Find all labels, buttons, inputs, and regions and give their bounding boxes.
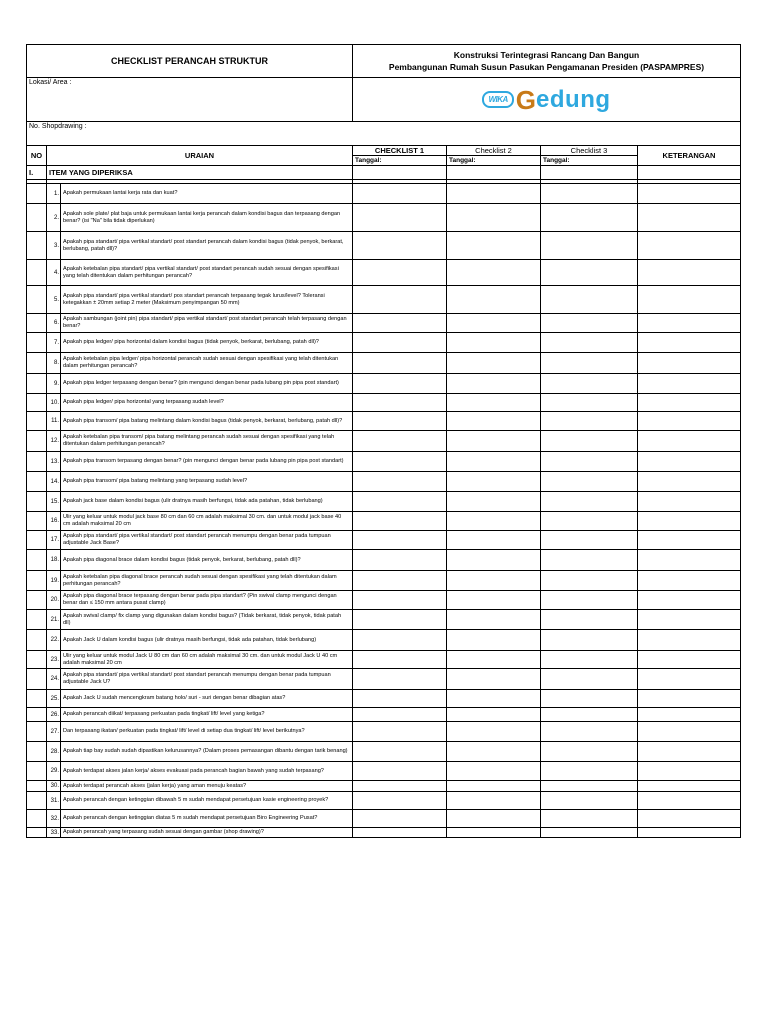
row-blank-cell <box>27 810 47 828</box>
item-question: Ulir yang keluar untuk modul Jack U 80 cm dan 60 cm adalah maksimal 30 cm. dan untuk modul Jack U 40 cm adalah maksimal 20 cm <box>61 651 353 669</box>
row-blank-cell <box>27 550 47 571</box>
item-number: 23. <box>47 651 61 669</box>
keterangan-cell[interactable] <box>638 492 741 512</box>
keterangan-cell[interactable] <box>638 333 741 353</box>
checklist3-cell[interactable] <box>541 472 638 492</box>
project-title <box>353 45 741 78</box>
shopdrawing-field[interactable]: No. Shopdrawing : <box>27 122 741 146</box>
checklist3-cell[interactable] <box>541 792 638 810</box>
item-number: 21. <box>47 610 61 630</box>
item-number: 14. <box>47 472 61 492</box>
checklist3-cell[interactable] <box>541 708 638 722</box>
checklist-row <box>27 571 741 591</box>
checklist1-cell[interactable] <box>353 232 447 260</box>
checklist3-cell[interactable] <box>541 374 638 394</box>
checklist3-cell[interactable] <box>541 353 638 374</box>
checklist1-cell[interactable] <box>353 722 447 742</box>
item-number: 8. <box>47 353 61 374</box>
item-question: Apakah perancah dengan ketinggian diatas 5 m sudah mendapat persetujuan Biro Engineering Pusat? <box>61 810 353 828</box>
row-blank-cell <box>27 690 47 708</box>
keterangan-cell[interactable] <box>638 630 741 651</box>
company-logo <box>353 78 741 122</box>
checklist-row <box>27 591 741 610</box>
row-blank-cell <box>27 333 47 353</box>
item-number: 1. <box>47 184 61 204</box>
checklist-row <box>27 412 741 431</box>
row-blank-cell <box>27 452 47 472</box>
checklist3-cell[interactable] <box>541 333 638 353</box>
checklist-row <box>27 333 741 353</box>
checklist1-cell[interactable] <box>353 630 447 651</box>
checklist3-cell[interactable] <box>541 492 638 512</box>
keterangan-cell[interactable] <box>638 610 741 630</box>
checklist3-cell[interactable] <box>541 630 638 651</box>
col-checklist2-header: Checklist 2 <box>447 146 541 156</box>
checklist3-cell[interactable] <box>541 204 638 232</box>
row-blank-cell <box>27 610 47 630</box>
item-number: 2. <box>47 204 61 232</box>
checklist1-cell[interactable] <box>353 452 447 472</box>
checklist3-cell[interactable] <box>541 286 638 314</box>
checklist1-cell[interactable] <box>353 531 447 550</box>
keterangan-cell[interactable] <box>638 828 741 838</box>
checklist2-cell[interactable] <box>447 184 541 204</box>
item-number: 24. <box>47 669 61 690</box>
keterangan-cell[interactable] <box>638 781 741 792</box>
row-blank-cell <box>27 492 47 512</box>
row-blank-cell <box>27 781 47 792</box>
checklist1-cell[interactable] <box>353 651 447 669</box>
item-question: Apakah ketebalan pipa diagonal brace perancah sudah sesuai dengan spesifikasi yang telah ditentukan dalam perhitungan perancah? <box>61 571 353 591</box>
checklist2-date[interactable]: Tanggal: <box>447 156 541 166</box>
checklist3-cell[interactable] <box>541 314 638 333</box>
item-number: 20. <box>47 591 61 610</box>
checklist2-cell[interactable] <box>447 492 541 512</box>
checklist2-cell[interactable] <box>447 550 541 571</box>
row-blank-cell <box>27 669 47 690</box>
keterangan-cell[interactable] <box>638 184 741 204</box>
checklist2-cell[interactable] <box>447 742 541 762</box>
checklist3-cell[interactable] <box>541 260 638 286</box>
checklist1-cell[interactable] <box>353 260 447 286</box>
item-question: Apakah pipa standart/ pipa vertikal standart/ pos standart perancah terpasang tegak lurus/level? Toleransi ketegakkan ± 20mm setiap 2 meter (Maksimum penyimpangan 50 mm) <box>61 286 353 314</box>
checklist2-cell[interactable] <box>447 781 541 792</box>
item-number: 10. <box>47 394 61 412</box>
gedung-wordmark: edung <box>536 85 611 113</box>
item-question: Apakah pipa standart/ pipa vertikal standart/ post standart perancah menumpu dengan benar pada tumpuan adjustable Jack U? <box>61 669 353 690</box>
checklist3-cell[interactable] <box>541 452 638 472</box>
keterangan-cell[interactable] <box>638 472 741 492</box>
section-title: ITEM YANG DIPERIKSA <box>47 166 353 180</box>
checklist3-cell[interactable] <box>541 431 638 452</box>
checklist-row <box>27 512 741 531</box>
checklist2-cell[interactable] <box>447 353 541 374</box>
row-blank-cell <box>27 512 47 531</box>
checklist-row <box>27 630 741 651</box>
checklist2-cell[interactable] <box>447 394 541 412</box>
item-question: Apakah pipa ledger/ pipa horizontal dalam kondisi bagus (tidak penyok, berkarat, berlubang, patah dll)? <box>61 333 353 353</box>
checklist-row <box>27 232 741 260</box>
checklist3-cell[interactable] <box>541 742 638 762</box>
col-keterangan-header: KETERANGAN <box>638 146 741 166</box>
checklist2-cell[interactable] <box>447 286 541 314</box>
keterangan-cell[interactable] <box>638 232 741 260</box>
checklist1-cell[interactable] <box>353 810 447 828</box>
checklist2-cell[interactable] <box>447 690 541 708</box>
keterangan-cell[interactable] <box>638 722 741 742</box>
keterangan-cell[interactable] <box>638 374 741 394</box>
item-question: Apakah perancah yang terpasang sudah sesuai dengan gambar (shop drawing)? <box>61 828 353 838</box>
keterangan-cell[interactable] <box>638 810 741 828</box>
item-number: 32. <box>47 810 61 828</box>
wika-badge: WIKA <box>482 91 513 108</box>
checklist3-cell[interactable] <box>541 591 638 610</box>
item-question: Apakah ketebalan pipa ledger/ pipa horizontal perancah sudah sesuai dengan spesifikasi yang telah ditentukan dalam perhitungan perancah? <box>61 353 353 374</box>
checklist2-cell[interactable] <box>447 452 541 472</box>
row-blank-cell <box>27 286 47 314</box>
item-number: 29. <box>47 762 61 781</box>
row-blank-cell <box>27 260 47 286</box>
item-number: 3. <box>47 232 61 260</box>
item-number: 13. <box>47 452 61 472</box>
checklist2-cell[interactable] <box>447 260 541 286</box>
keterangan-cell[interactable] <box>638 412 741 431</box>
item-question: Apakah permukaan lantai kerja rata dan kuat? <box>61 184 353 204</box>
checklist1-cell[interactable] <box>353 374 447 394</box>
checklist-row <box>27 610 741 630</box>
checklist1-cell[interactable] <box>353 591 447 610</box>
row-blank-cell <box>27 571 47 591</box>
row-blank-cell <box>27 591 47 610</box>
row-blank-cell <box>27 232 47 260</box>
keterangan-cell[interactable] <box>638 571 741 591</box>
section-number: I. <box>27 166 47 180</box>
checklist2-cell[interactable] <box>447 232 541 260</box>
row-blank-cell <box>27 472 47 492</box>
item-question: Apakah sole plate/ plat baja untuk permukaan lantai kerja perancah dalam kondisi bagus dan terpasang dengan benar? (isi "Na" bila tidak diperlukan) <box>61 204 353 232</box>
checklist3-cell[interactable] <box>541 781 638 792</box>
item-number: 4. <box>47 260 61 286</box>
row-blank-cell <box>27 431 47 452</box>
keterangan-cell[interactable] <box>638 708 741 722</box>
item-question: Apakah terdapat perancah akses (jalan kerja) yang aman menuju keatas? <box>61 781 353 792</box>
checklist-row <box>27 184 741 204</box>
keterangan-cell[interactable] <box>638 742 741 762</box>
checklist2-cell[interactable] <box>447 762 541 781</box>
item-question: Apakah perancah dengan ketinggian dibawah 5 m sudah mendapat persetujuan kasie engineering proyek? <box>61 792 353 810</box>
form-title: CHECKLIST PERANCAH STRUKTUR <box>27 45 353 78</box>
checklist3-cell[interactable] <box>541 531 638 550</box>
row-blank-cell <box>27 412 47 431</box>
checklist1-cell[interactable] <box>353 314 447 333</box>
item-number: 28. <box>47 742 61 762</box>
checklist2-cell[interactable] <box>447 571 541 591</box>
checklist1-cell[interactable] <box>353 492 447 512</box>
checklist1-cell[interactable] <box>353 431 447 452</box>
item-number: 12. <box>47 431 61 452</box>
item-number: 30. <box>47 781 61 792</box>
item-number: 7. <box>47 333 61 353</box>
checklist3-cell[interactable] <box>541 184 638 204</box>
checklist3-cell[interactable] <box>541 550 638 571</box>
checklist1-cell[interactable] <box>353 828 447 838</box>
checklist-row <box>27 431 741 452</box>
item-number: 22. <box>47 630 61 651</box>
item-question: Apakah pipa diagonal brace dalam kondisi bagus (tidak penyok, berkarat, berlubang, patah dll)? <box>61 550 353 571</box>
checklist1-cell[interactable] <box>353 204 447 232</box>
checklist2-cell[interactable] <box>447 828 541 838</box>
keterangan-cell[interactable] <box>638 452 741 472</box>
item-question: Dan terpasang ikatan/ perkuatan pada tingkat/ lift/ level di setiap dua tingkat/ lift/ level berikutnya? <box>61 722 353 742</box>
checklist-row <box>27 762 741 781</box>
checklist3-cell[interactable] <box>541 610 638 630</box>
row-blank-cell <box>27 651 47 669</box>
checklist-row <box>27 810 741 828</box>
keterangan-cell[interactable] <box>638 591 741 610</box>
keterangan-cell[interactable] <box>638 690 741 708</box>
item-number: 11. <box>47 412 61 431</box>
checklist-row <box>27 651 741 669</box>
checklist-row <box>27 374 741 394</box>
item-question: Apakah tiap bay sudah sudah dipastikan kelurusannya? (Dalam proses pemasangan dibantu dengan tarik benang) <box>61 742 353 762</box>
checklist3-cell[interactable] <box>541 512 638 531</box>
keterangan-cell[interactable] <box>638 394 741 412</box>
checklist-table <box>26 44 741 838</box>
checklist-row <box>27 452 741 472</box>
col-checklist3-header: Checklist 3 <box>541 146 638 156</box>
col-checklist1-header: CHECKLIST 1 <box>353 146 447 156</box>
item-number: 31. <box>47 792 61 810</box>
item-question: Apakah pipa transom/ pipa batang melintang dalam kondisi bagus (tidak penyok, berkarat, berlubang, patah dll)? <box>61 412 353 431</box>
row-blank-cell <box>27 314 47 333</box>
section-keterangan[interactable] <box>638 166 741 180</box>
checklist-row <box>27 792 741 810</box>
checklist1-cell[interactable] <box>353 762 447 781</box>
checklist1-cell[interactable] <box>353 669 447 690</box>
item-number: 19. <box>47 571 61 591</box>
checklist1-cell[interactable] <box>353 550 447 571</box>
item-question: Ulir yang keluar untuk modul jack base 80 cm dan 60 cm adalah maksimal 30 cm. dan untuk modul jack base 40 cm adalah maksimal 20 cm <box>61 512 353 531</box>
col-no-header: NO <box>27 146 47 166</box>
checklist1-date[interactable]: Tanggal: <box>353 156 447 166</box>
item-question: Apakah pipa standart/ pipa vertikal standart/ post standart perancah menumpu dengan benar pada tumpuan adjustable Jack Base? <box>61 531 353 550</box>
keterangan-cell[interactable] <box>638 431 741 452</box>
row-blank-cell <box>27 722 47 742</box>
checklist-row <box>27 828 741 838</box>
checklist-row <box>27 394 741 412</box>
item-question: Apakah pipa transom/ pipa batang melintang yang terpasang sudah level? <box>61 472 353 492</box>
checklist-row <box>27 781 741 792</box>
checklist2-cell[interactable] <box>447 204 541 232</box>
checklist1-cell[interactable] <box>353 792 447 810</box>
checklist2-cell[interactable] <box>447 810 541 828</box>
item-number: 9. <box>47 374 61 394</box>
item-number: 15. <box>47 492 61 512</box>
keterangan-cell[interactable] <box>638 792 741 810</box>
item-question: Apakah pipa ledger terpasang dengan benar? (pin mengunci dengan benar pada lubang pin pipa post standart) <box>61 374 353 394</box>
checklist-row <box>27 353 741 374</box>
checklist2-cell[interactable] <box>447 412 541 431</box>
row-blank-cell <box>27 184 47 204</box>
item-question: Apakah swival clamp/ fix clamp yang digunakan dalam kondisi bagus? (Tidak berkarat, tidak penyok, tidak patah dll) <box>61 610 353 630</box>
checklist-row <box>27 742 741 762</box>
location-field[interactable]: Lokasi/ Area : <box>27 78 353 122</box>
checklist-row <box>27 472 741 492</box>
checklist3-date[interactable]: Tanggal: <box>541 156 638 166</box>
row-blank-cell <box>27 708 47 722</box>
checklist-form <box>26 44 740 838</box>
item-number: 17. <box>47 531 61 550</box>
item-question: Apakah jack base dalam kondisi bagus (ulir dratnya masih berfungsi, tidak ada patahan, tidak berlubang) <box>61 492 353 512</box>
checklist1-cell[interactable] <box>353 781 447 792</box>
item-question: Apakah ketebalan pipa standart/ pipa vertikal standart/ post standart perancah sudah sesuai dengan spesifikasi yang telah ditentukan dalam perhitungan perancah? <box>61 260 353 286</box>
item-question: Apakah pipa ledger/ pipa horizontal yang terpasang sudah level? <box>61 394 353 412</box>
item-number: 33. <box>47 828 61 838</box>
item-number: 16. <box>47 512 61 531</box>
keterangan-cell[interactable] <box>638 204 741 232</box>
checklist3-cell[interactable] <box>541 669 638 690</box>
checklist2-cell[interactable] <box>447 610 541 630</box>
checklist3-cell[interactable] <box>541 828 638 838</box>
checklist1-cell[interactable] <box>353 742 447 762</box>
checklist-row <box>27 314 741 333</box>
checklist1-cell[interactable] <box>353 286 447 314</box>
checklist2-cell[interactable] <box>447 591 541 610</box>
gedung-initial: G <box>515 84 537 115</box>
checklist-row <box>27 722 741 742</box>
item-number: 26. <box>47 708 61 722</box>
checklist3-cell[interactable] <box>541 690 638 708</box>
checklist3-cell[interactable] <box>541 810 638 828</box>
checklist1-cell[interactable] <box>353 571 447 591</box>
item-question: Apakah pipa transom terpasang dengan benar? (pin mengunci dengan benar pada lubang pin pipa post standart) <box>61 452 353 472</box>
row-blank-cell <box>27 204 47 232</box>
checklist-row <box>27 669 741 690</box>
checklist2-cell[interactable] <box>447 431 541 452</box>
checklist3-cell[interactable] <box>541 722 638 742</box>
keterangan-cell[interactable] <box>638 531 741 550</box>
checklist1-cell[interactable] <box>353 610 447 630</box>
item-question: Apakah perancah diikat/ terpasang perkuatan pada tingkat/ lift/ level yang ketiga? <box>61 708 353 722</box>
keterangan-cell[interactable] <box>638 669 741 690</box>
checklist3-cell[interactable] <box>541 394 638 412</box>
checklist1-cell[interactable] <box>353 333 447 353</box>
keterangan-cell[interactable] <box>638 762 741 781</box>
item-question: Apakah ketebalan pipa transom/ pipa batang melintang perancah sudah sesuai dengan spesifikasi yang telah ditentukan dalam perhitungan perancah? <box>61 431 353 452</box>
row-blank-cell <box>27 374 47 394</box>
checklist-row <box>27 550 741 571</box>
row-blank-cell <box>27 531 47 550</box>
checklist-row <box>27 492 741 512</box>
checklist3-cell[interactable] <box>541 232 638 260</box>
checklist2-cell[interactable] <box>447 708 541 722</box>
checklist1-cell[interactable] <box>353 690 447 708</box>
keterangan-cell[interactable] <box>638 260 741 286</box>
item-number: 5. <box>47 286 61 314</box>
keterangan-cell[interactable] <box>638 550 741 571</box>
row-blank-cell <box>27 792 47 810</box>
row-blank-cell <box>27 630 47 651</box>
checklist1-cell[interactable] <box>353 412 447 431</box>
item-number: 25. <box>47 690 61 708</box>
keterangan-cell[interactable] <box>638 353 741 374</box>
checklist1-cell[interactable] <box>353 512 447 531</box>
item-number: 6. <box>47 314 61 333</box>
checklist1-cell[interactable] <box>353 184 447 204</box>
item-question: Apakah Jack U dalam kondisi bagus (ulir dratnya masih berfungsi, tidak ada patahan, tidak berlubang) <box>61 630 353 651</box>
checklist-row <box>27 260 741 286</box>
project-line-2: Pembangunan Rumah Susun Pasukan Pengamanan Presiden (PASPAMPRES) <box>388 62 705 72</box>
project-line-1: Konstruksi Terintegrasi Rancang Dan Bangun <box>453 50 640 60</box>
checklist2-cell[interactable] <box>447 722 541 742</box>
item-question: Apakah Jack U sudah mencengkram batang holo/ suri - suri dengan benar dibagian atas? <box>61 690 353 708</box>
row-blank-cell <box>27 394 47 412</box>
checklist-row <box>27 708 741 722</box>
section-cl1[interactable] <box>353 166 447 180</box>
checklist2-cell[interactable] <box>447 374 541 394</box>
checklist1-cell[interactable] <box>353 353 447 374</box>
checklist-row <box>27 286 741 314</box>
checklist1-cell[interactable] <box>353 708 447 722</box>
checklist2-cell[interactable] <box>447 630 541 651</box>
checklist-row <box>27 204 741 232</box>
item-question: Apakah pipa diagonal brace terpasang dengan benar pada pipa standart? (Pin swival clamp mengunci dengan benar dan ≤ 150 mm antara pusat clamp) <box>61 591 353 610</box>
checklist2-cell[interactable] <box>447 512 541 531</box>
row-blank-cell <box>27 353 47 374</box>
item-number: 27. <box>47 722 61 742</box>
keterangan-cell[interactable] <box>638 651 741 669</box>
item-question: Apakah pipa standart/ pipa vertikal standart/ post standart perancah dalam kondisi bagus (tidak penyok, berkarat, berlubang, patah dll)? <box>61 232 353 260</box>
checklist-row <box>27 531 741 550</box>
checklist2-cell[interactable] <box>447 333 541 353</box>
item-question: Apakah sambungan (joint pin) pipa standart/ pipa vertikal standart/ post standart perancah telah terpasang dengan benar? <box>61 314 353 333</box>
checklist2-cell[interactable] <box>447 669 541 690</box>
checklist2-cell[interactable] <box>447 314 541 333</box>
checklist2-cell[interactable] <box>447 472 541 492</box>
item-question: Apakah terdapat akses jalan kerja/ akses evakuasi pada perancah bagian bawah yang sudah terpasang? <box>61 762 353 781</box>
row-blank-cell <box>27 828 47 838</box>
checklist1-cell[interactable] <box>353 394 447 412</box>
checklist2-cell[interactable] <box>447 651 541 669</box>
checklist3-cell[interactable] <box>541 412 638 431</box>
checklist2-cell[interactable] <box>447 531 541 550</box>
keterangan-cell[interactable] <box>638 314 741 333</box>
col-uraian-header: URAIAN <box>47 146 353 166</box>
keterangan-cell[interactable] <box>638 512 741 531</box>
checklist1-cell[interactable] <box>353 472 447 492</box>
row-blank-cell <box>27 762 47 781</box>
keterangan-cell[interactable] <box>638 286 741 314</box>
row-blank-cell <box>27 742 47 762</box>
checklist3-cell[interactable] <box>541 762 638 781</box>
section-cl3[interactable] <box>541 166 638 180</box>
checklist2-cell[interactable] <box>447 792 541 810</box>
checklist3-cell[interactable] <box>541 651 638 669</box>
checklist3-cell[interactable] <box>541 571 638 591</box>
checklist-row <box>27 690 741 708</box>
section-cl2[interactable] <box>447 166 541 180</box>
item-number: 18. <box>47 550 61 571</box>
